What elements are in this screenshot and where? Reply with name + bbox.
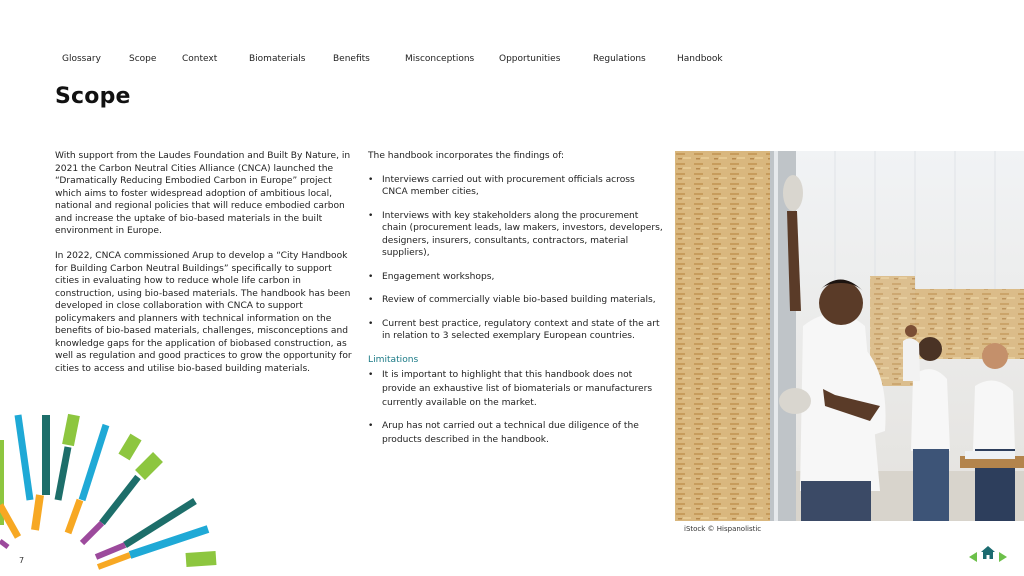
photo-illustration [675,151,1024,521]
page-title: Scope [55,84,131,109]
list-item: • Interviews carried out with procurement officials across CNCA member cities, [368,174,635,197]
nav-benefits[interactable]: Benefits [333,54,370,64]
nav-biomaterials[interactable]: Biomaterials [249,54,306,64]
bullet-dot: • [368,421,374,431]
intro-paragraph: With support from the Laudes Foundation and Built By Nature, in 2021 the Carbon Neutral Cities Alliance (CNCA) launched the “Dramatically Reducing Embodied Carbon in Europe” project which aims to foster widespread adoption of ambitious local, national and regional policies that will reduce embodied carbon and increase the uptake of bio-based materials in the built environment in Europe. [55,151,351,236]
triangle-left-icon[interactable] [969,547,977,566]
bullet-dot: • [368,295,374,305]
commission-paragraph: In 2022, CNCA commissioned Arup to develop a “City Handbook for Building Carbon Neutral Buildings” specifically to support cities in evaluating how to reduce whole life carbon in construction, using bio-based materials. The handbook has been developed in close collaboration with CNCA to support policymakers and planners with technical information on the benefits of bio-based materials, challenges, misconceptions and knowledge gaps for the application of biobased construction, as well as regulation and good practices to grow the opportunity for cities to access and utilise bio-based building materials. [55,251,352,374]
bullet-dot: • [368,210,374,221]
footer-nav [969,544,1009,560]
list-item: • It is important to highlight that this handbook does not provide an exhaustive list of biomaterials or manufacturers currently available on the market. [368,370,653,408]
left-column [55,150,355,388]
list-item: • Current best practice, regulatory context and state of the art in relation to 3 selected exemplary European countries. [368,318,660,341]
findings-list [368,174,663,343]
limitations-list [368,368,663,447]
list-item: • Engagement workshops, [368,271,495,282]
page-number: 7 [19,556,25,565]
bullet-dot: • [368,271,374,282]
nav-handbook[interactable]: Handbook [677,54,723,64]
findings-intro: The handbook incorporates the findings of: [368,151,565,161]
bullet-dot: • [368,370,374,380]
triangle-right-icon[interactable] [999,547,1007,566]
top-nav [0,54,1024,68]
nav-regulations[interactable]: Regulations [593,54,646,64]
decorative-sunburst-graphic [0,405,230,576]
limitations-heading: Limitations [368,354,419,365]
bullet-dot: • [368,318,374,329]
nav-misconceptions[interactable]: Misconceptions [405,54,475,64]
nav-opportunities[interactable]: Opportunities [499,54,561,64]
photo-credit: iStock © Hispanolistic [684,525,762,533]
nav-glossary[interactable]: Glossary [62,54,101,64]
list-item: • Interviews with key stakeholders along the procurement chain (procurement leads, law makers, investors, developers, designers, insurers, consultants, contractors, material suppliers), [368,210,663,258]
nav-scope[interactable]: Scope [129,54,157,64]
list-item: • Arup has not carried out a technical due diligence of the products described in the handbook. [368,421,639,445]
nav-context[interactable]: Context [182,54,218,64]
right-column [368,150,663,456]
bullet-dot: • [368,174,374,185]
home-icon[interactable] [981,544,995,563]
construction-workers-photo [675,151,1024,521]
list-item: • Review of commercially viable bio-based building materials, [368,295,656,305]
